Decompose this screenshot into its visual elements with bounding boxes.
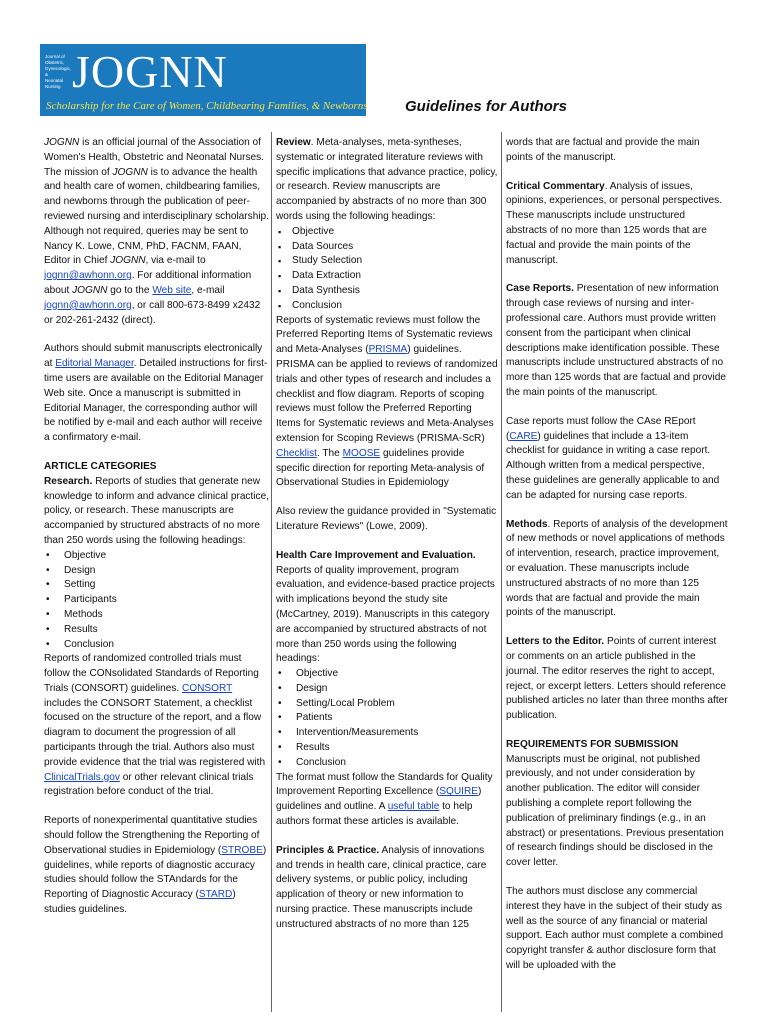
list-item: • Setting/Local Problem (276, 697, 498, 712)
rct-paragraph: Reports of randomized controlled trials must follow the CONsolidated Standards of Reporting Trials (CONSORT) guidelines. CONSORT includes the CONSORT Statement, a checklist focused on the structure of the report, and a flow diagram to document the progression of all participants through the trial. Authors also must provide evidence that the trial was registered with ClinicalTrials.gov or other relevant clinical trials registration before conduct of the trial. (44, 653, 266, 798)
checklist-link[interactable]: Checklist (276, 447, 317, 459)
hci-paragraph: Health Care Improvement and Evaluation. Reports of quality improvement, program evaluation, and evidence-based practice projects with implications beyond the study site (McCartney, 2019). Manuscripts in this category are accompanied by structured abstracts of not more than 250 words using the following headings: (276, 549, 495, 665)
list-item: • Participants (44, 593, 270, 608)
clinicaltrials-link[interactable]: ClinicalTrials.gov (44, 771, 120, 783)
also-review-paragraph: Also review the guidance provided in "Systematic Literature Reviews" (Lowe, 2009). (276, 506, 497, 532)
journal-logo: JOGNN (72, 46, 228, 97)
editor-email-link[interactable]: jognn@awhonn.org (44, 270, 132, 282)
squire-paragraph: The format must follow the Standards for Quality Improvement Reporting Excellence (SQUIRE) guidelines and outline. A useful table to help authors format these articles is available. (276, 771, 493, 828)
list-item: • Design (44, 564, 270, 579)
methods-paragraph: Methods. Reports of analysis of the development of new methods or novel applications of methods of intervention, research, practice improvement, or evaluation. These manuscripts include unstructured abstracts of no more than 125 words that are factual and provide the main points of the manuscript. (506, 518, 728, 619)
list-item: • Intervention/Measurements (276, 726, 498, 741)
list-item: • Design (276, 682, 498, 697)
page-title: Guidelines for Authors (405, 98, 567, 115)
prisma-link[interactable]: PRISMA (368, 344, 408, 356)
review-headings-list (276, 225, 498, 314)
letters-paragraph: Letters to the Editor. Points of current interest or comments on an article published in the journal. The editor reserves the right to accept, reject, or excerpt letters. Letters should reference published articles no later than three months after publication. (506, 636, 728, 722)
list-item: ▪ Data Sources (276, 240, 498, 255)
contact-email-link[interactable]: jognn@awhonn.org (44, 299, 132, 311)
column-3 (506, 136, 728, 988)
useful-table-link[interactable]: useful table (387, 801, 440, 813)
research-paragraph: Research. Reports of studies that generate new knowledge to inform and advance clinical practice, policy, or research. These manuscripts are accompanied by structured abstracts of no more than 250 words using the following headings: (44, 475, 269, 546)
list-item: • Methods (44, 608, 270, 623)
squire-link[interactable]: SQUIRE (439, 786, 478, 798)
list-item: ▪ Objective (276, 225, 498, 240)
list-item: ▪ Conclusion (276, 299, 498, 314)
consort-link[interactable]: CONSORT (181, 682, 233, 694)
principles-paragraph: Principles & Practice. Analysis of innovations and trends in health care, clinical practice, care delivery systems, or public policy, including application of theory or new information to nursing practice. These manuscripts include unstructured abstracts of no more than 125 (276, 844, 487, 930)
requirements-paragraph: Manuscripts must be original, not published previously, and not under consideration by another publication. The editor will consider publishing a complete report following the publication of preliminary findings (e.g., in an abstract) or presentations. Previous presentation of research findings should be disclosed in the cover letter. (506, 753, 724, 869)
article-categories-heading: ARTICLE CATEGORIES (44, 460, 157, 472)
journal-tagline: Scholarship for the Care of Women, Childbearing Families, & Newborns (46, 100, 368, 112)
list-item: • Conclusion (44, 638, 270, 653)
research-headings-list (44, 549, 270, 653)
care-paragraph: Case reports must follow the CAse REport (CARE) guidelines that include a 13-item checklist for guidance in writing a case report. Although written from a medical perspective, these guidelines are generally applicable to and can be adapted for nursing case reports. (506, 415, 720, 501)
moose-link[interactable]: MOOSE (342, 447, 381, 459)
case-reports-paragraph: Case Reports. Presentation of new information through case reviews of nursing and inter-professional care. Authors must provide written consent from the participant when clinical descriptions make identification possible. These manuscripts include unstructured abstracts of no more than 125 words that are factual and provide the main points of the manuscript. (506, 283, 726, 398)
critical-commentary-paragraph: Critical Commentary. Analysis of issues, opinions, experiences, or personal perspectives. These manuscripts include unstructured abstracts of no more than 125 words that are factual and provide the main points of the manuscript. (506, 180, 723, 266)
list-item: • Objective (276, 667, 498, 682)
disclosure-paragraph: The authors must disclose any commercial interest they have in the subject of their study as well as the source of any financial or material support. Each author must complete a combined copyright transfer & author disclosure form that will be uploaded with the (506, 886, 724, 972)
systematic-review-paragraph: Reports of systematic reviews must follow the Preferred Reporting Items of Systematic reviews and Meta-Analyses (PRISMA) guidelines. PRISMA can be applied to reviews of randomized trials and other types of research and includes a checklist and flow diagram. Reports of scoping reviews must follow the Preferred Reporting Items for Systematic reviews and Meta-Analyses extension for Scoping Reviews (PRISMA-ScR) Checklist. The MOOSE guidelines provide specific direction for reporting Meta-analysis of Observational Studies in Epidemiology (276, 314, 498, 489)
column-divider (271, 132, 272, 1012)
continued-paragraph: words that are factual and provide the main points of the manuscript. (506, 137, 700, 163)
list-item: ▪ Data Synthesis (276, 284, 498, 299)
list-item: • Patients (276, 711, 498, 726)
banner-journal-fullname: Journal of Obstetric, Gynecologic, & Neonatal Nursing (45, 54, 72, 89)
column-2 (276, 136, 498, 947)
nonexperimental-paragraph: Reports of nonexperimental quantitative studies should follow the Strengthening the Reporting of Observational studies in Epidemiology (STROBE) guidelines, while reports of diagnostic accuracy studies should follow the STAndards for the Reporting of Diagnostic Accuracy (STARD) studies guidelines. (44, 815, 267, 916)
hci-headings-list (276, 667, 498, 771)
review-paragraph: Review. Meta-analyses, meta-syntheses, systematic or integrated literature reviews with specific implications that advance practice, policy, or research. Review manuscripts are accompanied by abstracts of no more than 300 words using the following headings: (276, 137, 498, 222)
intro-paragraph: JOGNN is an official journal of the Association of Women's Health, Obstetric and Neonatal Nurses. The mission of JOGNN is to advance the health and health care of women, childbearing families, and newborns through the publication of peer-reviewed nursing and interdisciplinary scholarship. Although not required, queries may be sent to Nancy K. Lowe, CNM, PhD, FACNM, FAAN, Editor in Chief JOGNN, via e-mail to jognn@awhonn.org. For additional information about JOGNN go to the Web site, e-mail jognn@awhonn.org, or call 800-673-8499 x2432 or 202-261-2432 (direct). (44, 137, 269, 326)
list-item: • Results (44, 623, 270, 638)
care-link[interactable]: CARE (509, 430, 538, 442)
website-link[interactable]: Web site (152, 284, 192, 296)
list-item: ▪ Data Extraction (276, 269, 498, 284)
requirements-heading: REQUIREMENTS FOR SUBMISSION (506, 738, 679, 750)
list-item: • Setting (44, 578, 270, 593)
list-item: • Results (276, 741, 498, 756)
column-divider (501, 132, 502, 1012)
journal-banner (40, 44, 366, 116)
stard-link[interactable]: STARD (198, 889, 233, 901)
submission-paragraph: Authors should submit manuscripts electronically at Editorial Manager. Detailed instructions for first-time users are available on the Editorial Manager Web site. Once a manuscript is submitted in Editorial Manager, the corresponding author will be notified by e-mail and each author will receive a confirmatory e-mail. (44, 343, 268, 444)
editorial-manager-link[interactable]: Editorial Manager (55, 358, 134, 370)
column-1 (44, 136, 270, 932)
list-item: ▪ Study Selection (276, 254, 498, 269)
list-item: • Conclusion (276, 756, 498, 771)
strobe-link[interactable]: STROBE (221, 844, 263, 856)
list-item: • Objective (44, 549, 270, 564)
